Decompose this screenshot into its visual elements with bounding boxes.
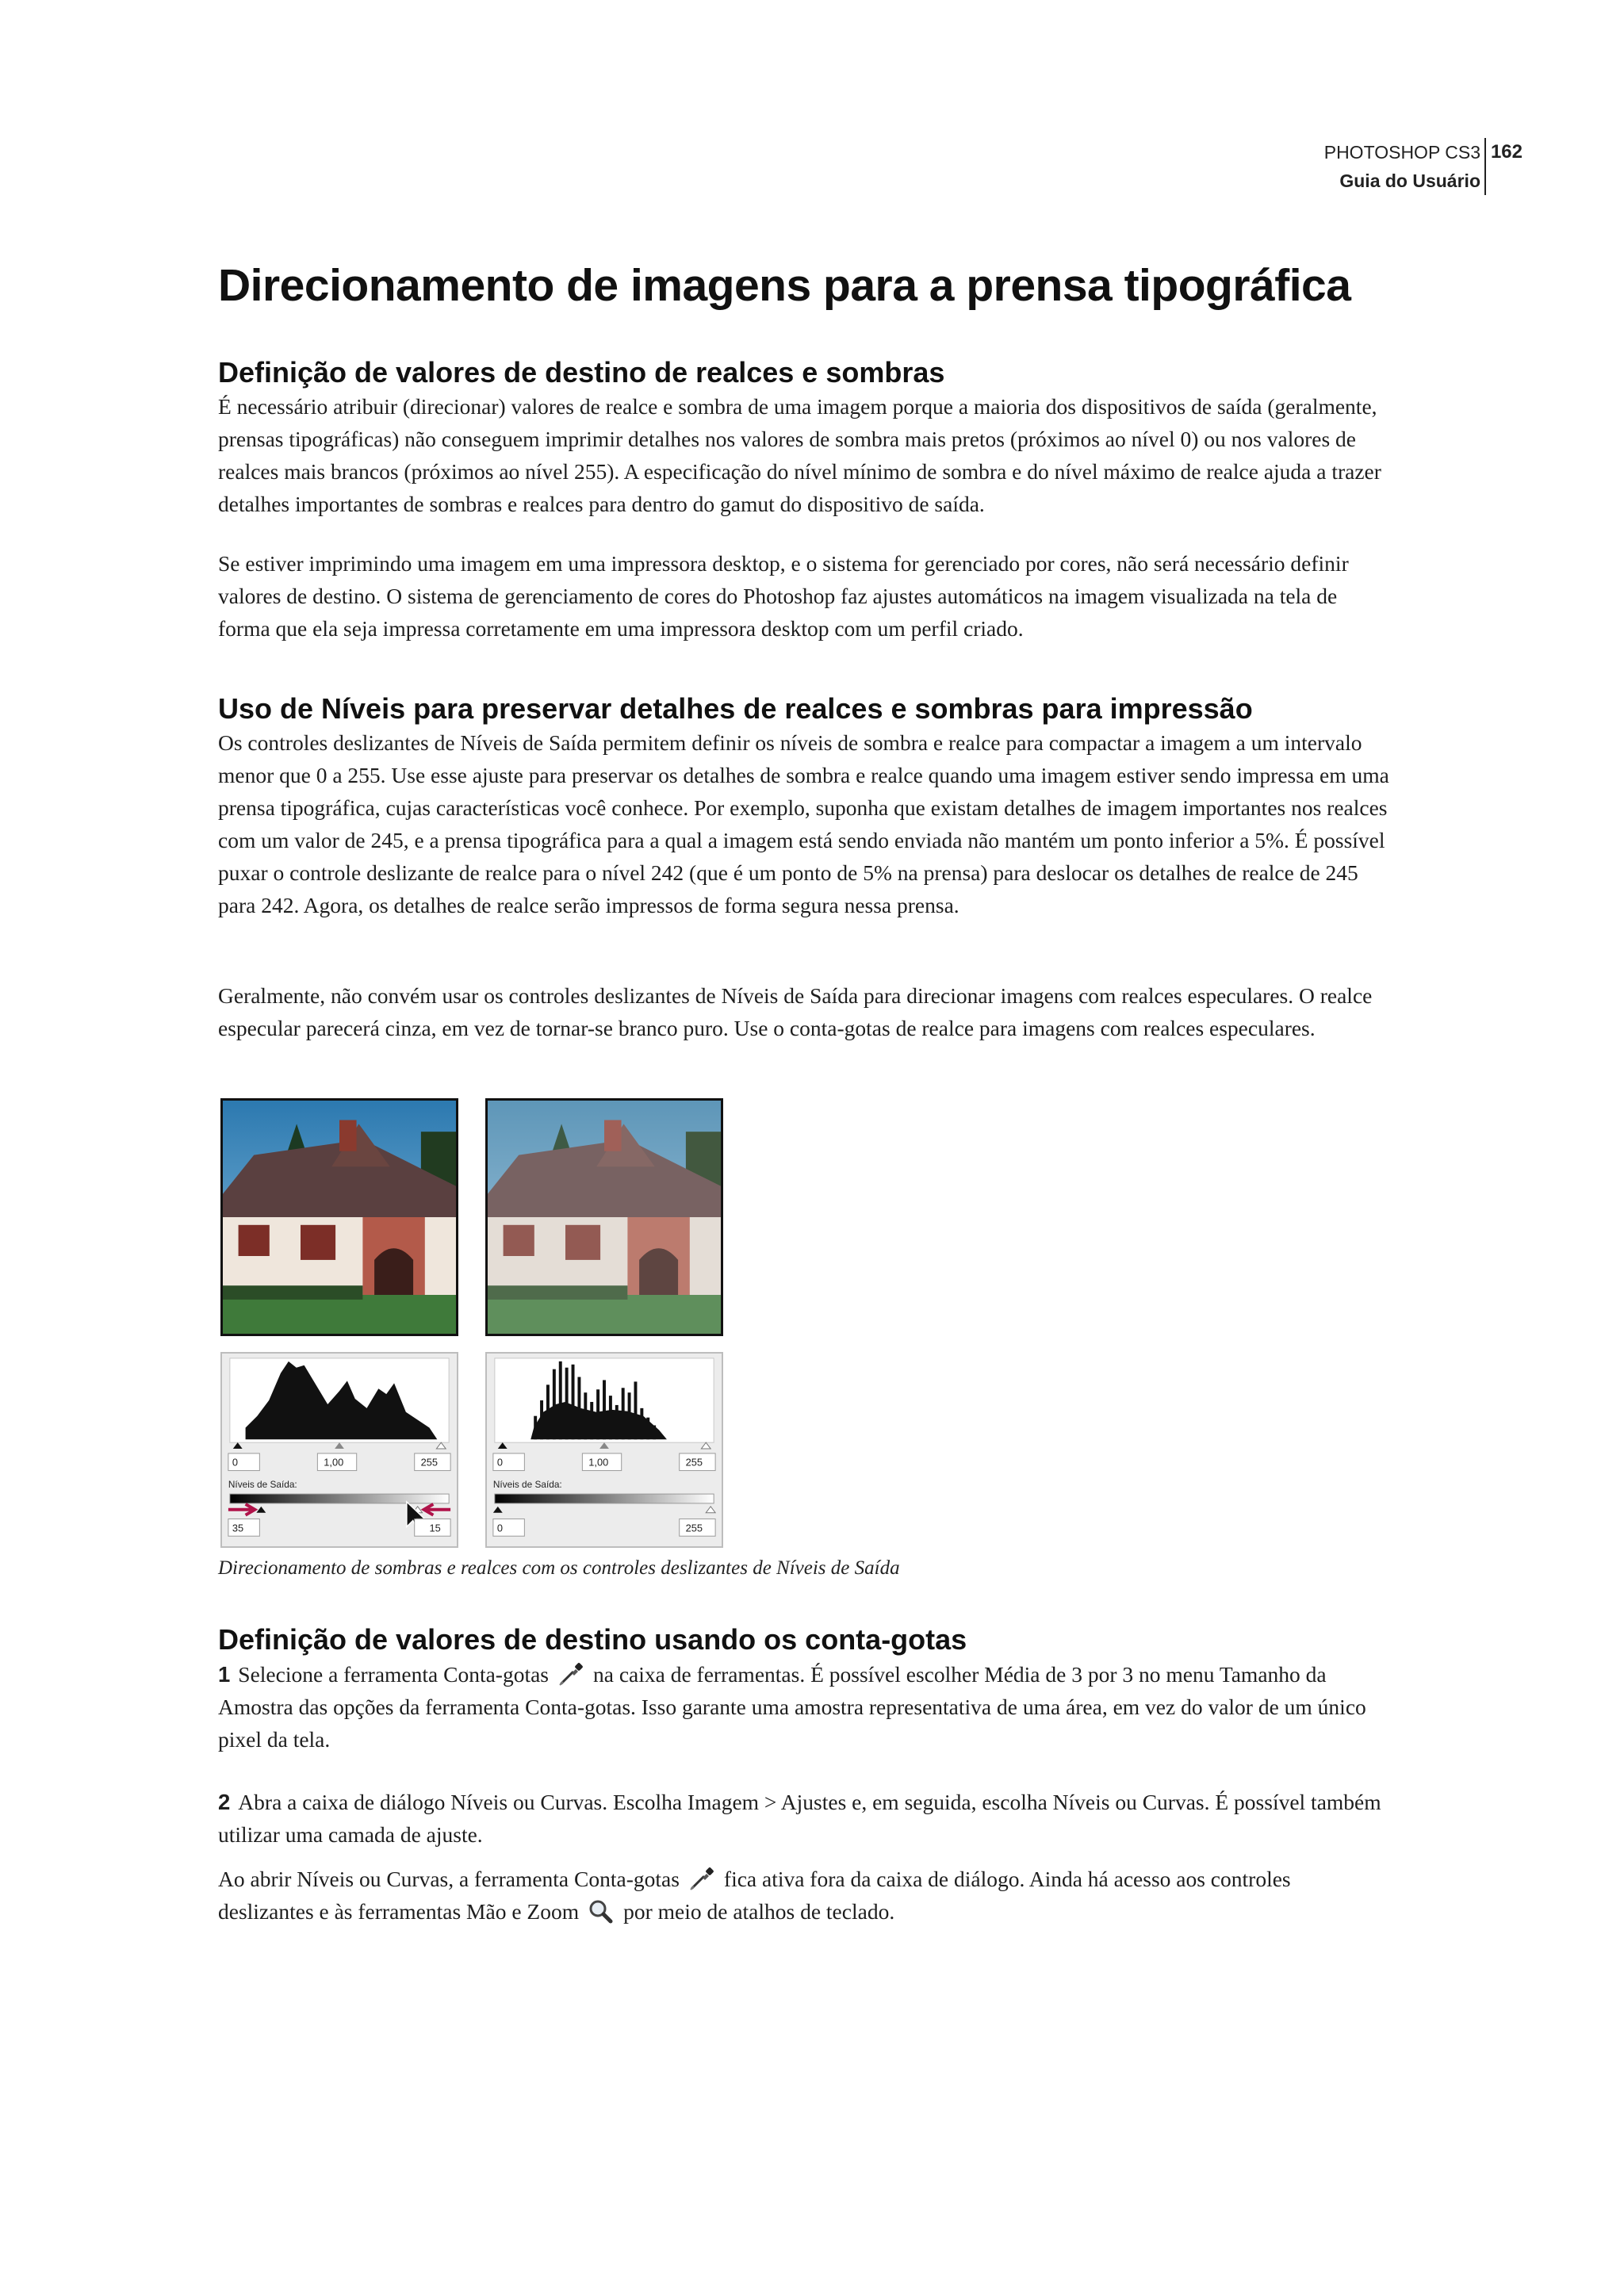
step-number: 2 xyxy=(218,1790,231,1814)
section-heading-eyedroppers: Definição de valores de destino usando os conta-gotas xyxy=(218,1623,967,1656)
right-input-black: 0 xyxy=(496,1456,503,1469)
product-name: PHOTOSHOP CS3 xyxy=(1323,142,1480,163)
left-input-black: 0 xyxy=(232,1456,238,1469)
header-divider xyxy=(1484,138,1486,195)
left-output-white: 15 xyxy=(429,1522,441,1534)
right-output-label: Níveis de Saída: xyxy=(492,1479,562,1491)
guide-name: Guia do Usuário xyxy=(1339,170,1480,191)
step-text: Selecione a ferramenta Conta-gotas xyxy=(238,1662,549,1687)
levels-panel-left xyxy=(220,1352,458,1548)
house-photo-targeted xyxy=(485,1098,723,1336)
step-text-continued: na caixa de ferramentas. É possível escolher Média de 3 por 3 no menu Tamanho da Amostra das opções da ferramenta Conta-gotas. Isso garante uma amostra representativa de uma área, em vez do valor de um único pixel da tela. xyxy=(218,1662,1366,1752)
step-number: 1 xyxy=(218,1662,231,1687)
page-number: 162 xyxy=(1490,141,1522,163)
house-photo-original xyxy=(220,1098,458,1336)
right-input-white: 255 xyxy=(685,1456,703,1469)
zoom-icon xyxy=(587,1898,615,1924)
levels-panel-right xyxy=(485,1352,723,1548)
running-header xyxy=(1324,138,1480,195)
paragraph-text: fica ativa fora da caixa de diálogo. Ainda há acesso aos controles deslizantes e às ferramentas Mão e Zoom xyxy=(218,1867,1291,1924)
paragraph: Geralmente, não convém usar os controles deslizantes de Níveis de Saída para direcionar imagens com realces especulares. O realce especular parecerá cinza, em vez de tornar-se branco puro. Use o conta-gotas de realce para imagens com realces especulares. xyxy=(218,983,1373,1040)
paragraph xyxy=(218,1863,1392,1928)
page-title: Direcionamento de imagens para a prensa tipográfica xyxy=(218,260,1351,311)
step-text: Abra a caixa de diálogo Níveis ou Curvas. Escolha Imagem > Ajustes e, em seguida, escolha Níveis ou Curvas. É possível também utilizar uma camada de ajuste. xyxy=(218,1790,1381,1847)
step-2 xyxy=(218,1786,1392,1851)
paragraph: Os controles deslizantes de Níveis de Saída permitem definir os níveis de sombra e realce para compactar a imagem a um intervalo menor que 0 a 255. Use esse ajuste para preservar os detalhes de sombra e realce quando uma imagem estiver sendo impressa em uma prensa tipográfica, cujas características você conhece. Por exemplo, suponha que existam detalhes de imagem importantes nos realces com um valor de 245, e a prensa tipográfica para a qual a imagem está sendo enviada não mantém um ponto inferior a 5%. É possível puxar o controle deslizante de realce para o nível 242 (que é um ponto de 5% na prensa) para deslocar os detalhes de realce de 245 para 242. Agora, os detalhes de realce serão impressos de forma segura nessa prensa. xyxy=(218,730,1389,917)
paragraph: Se estiver imprimindo uma imagem em uma impressora desktop, e o sistema for gerenciado por cores, não será necessário definir valores de destino. O sistema de gerenciamento de cores do Photoshop faz ajustes automáticos na imagem visualizada na tela de forma que ela seja impressa corretamente em uma impressora desktop com um perfil criado. xyxy=(218,551,1349,641)
paragraph-text: por meio de atalhos de teclado. xyxy=(623,1899,895,1924)
left-input-gamma: 1,00 xyxy=(324,1456,344,1469)
step-1 xyxy=(218,1658,1392,1756)
left-output-label: Níveis de Saída: xyxy=(228,1479,297,1491)
right-input-gamma: 1,00 xyxy=(588,1456,609,1469)
paragraph: É necessário atribuir (direcionar) valores de realce e sombra de uma imagem porque a maioria dos dispositivos de saída (geralmente, prensas tipográficas) não conseguem imprimir detalhes nos valores de sombra mais pretos (próximos ao nível 0) ou nos valores de realces mais brancos (próximos ao nível 255). A especificação do nível mínimo de sombra e do nível máximo de realce ajuda a trazer detalhes importantes de sombras e realces para dentro do gamut do dispositivo de saída. xyxy=(218,394,1381,516)
eyedropper-icon xyxy=(688,1866,716,1891)
levels-figure xyxy=(218,1098,932,1542)
left-input-white: 255 xyxy=(420,1456,439,1469)
figure-caption: Direcionamento de sombras e realces com os controles deslizantes de Níveis de Saída xyxy=(218,1557,900,1579)
page-header xyxy=(1189,138,1522,195)
section-heading-targets: Definição de valores de destino de realces e sombras xyxy=(218,356,945,389)
section-heading-levels: Uso de Níveis para preservar detalhes de realces e sombras para impressão xyxy=(218,692,1253,725)
page-content xyxy=(218,254,1392,1924)
paragraph-text: Ao abrir Níveis ou Curvas, a ferramenta Conta-gotas xyxy=(218,1867,680,1891)
eyedropper-icon xyxy=(557,1661,585,1687)
right-output-white: 255 xyxy=(685,1522,703,1534)
left-output-black: 35 xyxy=(232,1522,244,1534)
right-output-black: 0 xyxy=(496,1522,503,1534)
